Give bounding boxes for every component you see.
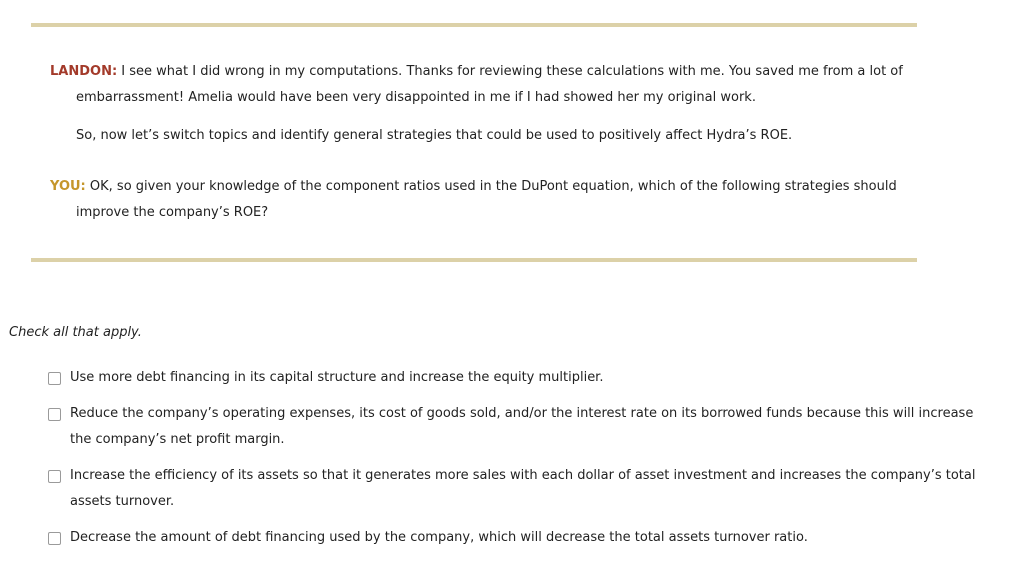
instruction-text: Check all that apply. (9, 325, 142, 340)
landon-followup: So, now let’s switch topics and identify general strategies that could be used to positively affect Hydra’s ROE. (76, 128, 793, 143)
landon-message (50, 59, 920, 111)
speaker-landon: LANDON: (50, 64, 118, 79)
option-2-line2: the company’s net profit margin. (70, 432, 285, 447)
speaker-you: YOU: (50, 179, 86, 194)
option-reduce-expenses[interactable] (48, 401, 978, 453)
checkbox-option-4[interactable] (48, 532, 61, 545)
you-message (50, 174, 920, 226)
option-label (70, 525, 978, 551)
you-text-line2: improve the company’s ROE? (76, 205, 269, 220)
option-4-line1: Decrease the amount of debt financing used by the company, which will decrease the total assets turnover ratio. (70, 530, 808, 545)
checkbox-option-2[interactable] (48, 408, 61, 421)
landon-text-line1: I see what I did wrong in my computations. Thanks for reviewing these calculations with me. You saved me from a lot of (121, 64, 903, 79)
you-text-line1: OK, so given your knowledge of the component ratios used in the DuPont equation, which of the following strategies should (89, 179, 897, 194)
option-more-debt[interactable] (48, 365, 978, 391)
option-label (70, 401, 978, 453)
option-2-line1: Reduce the company’s operating expenses, its cost of goods sold, and/or the interest rate on its borrowed funds because this will increase (70, 406, 974, 421)
option-label (70, 463, 978, 515)
option-1-line1: Use more debt financing in its capital structure and increase the equity multiplier. (70, 370, 604, 385)
option-3-line2: assets turnover. (70, 494, 175, 509)
checkbox-option-3[interactable] (48, 470, 61, 483)
option-3-line1: Increase the efficiency of its assets so that it generates more sales with each dollar of asset investment and increases the company’s total (70, 468, 976, 483)
bottom-divider (31, 258, 917, 262)
option-asset-efficiency[interactable] (48, 463, 978, 515)
option-label (70, 365, 978, 391)
option-decrease-debt[interactable] (48, 525, 978, 551)
landon-text-line2: embarrassment! Amelia would have been very disappointed in me if I had showed her my original work. (76, 90, 756, 105)
checkbox-option-1[interactable] (48, 372, 61, 385)
top-divider (31, 23, 917, 27)
